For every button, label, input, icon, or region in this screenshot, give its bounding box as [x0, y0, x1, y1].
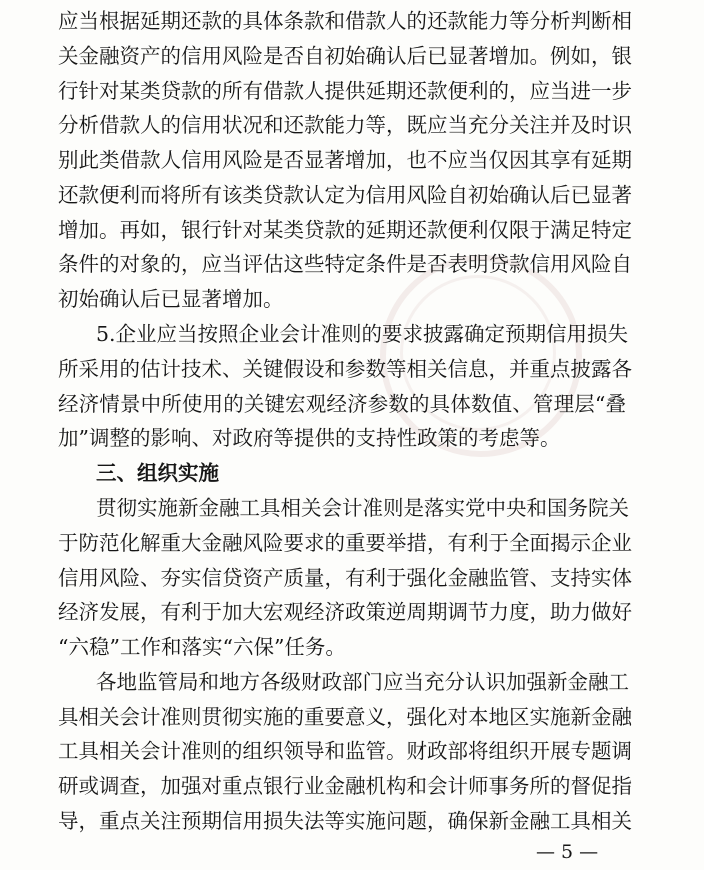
section3-p2-line: 导，重点关注预期信用损失法等实施问题，确保新金融工具相关	[58, 809, 632, 833]
item5-line: 经济情景中所使用的关键宏观经济参数的具体数值、管理层“叠	[58, 392, 626, 416]
section3-p2-line: 研或调查，加强对重点银行业金融机构和会计师事务所的督促指	[58, 774, 632, 798]
body-line: 关金融资产的信用风险是否自初始确认后已显著增加。例如，银	[58, 44, 632, 68]
section3-p1-line: “六稳”工作和落实“六保”任务。	[58, 635, 346, 659]
item5-line: 加”调整的影响、对政府等提供的支持性政策的考虑等。	[58, 426, 561, 450]
section-heading: 三、组织实施	[96, 461, 219, 485]
body-line: 应当根据延期还款的具体条款和借款人的还款能力等分析判断相	[58, 9, 632, 33]
body-line: 行针对某类贷款的所有借款人提供延期还款便利的，应当进一步	[58, 79, 632, 103]
section3-p2-line: 工具相关会计准则的组织领导和监管。财政部将组织开展专题调	[58, 739, 632, 763]
item5-line: 5.企业应当按照企业会计准则的要求披露确定预期信用损失	[96, 322, 629, 346]
section3-p2-line: 各地监管局和地方各级财政部门应当充分认识加强新金融工	[96, 670, 629, 694]
section3-p1-line: 于防范化解重大金融风险要求的重要举措，有利于全面揭示企业	[58, 531, 632, 555]
body-line: 还款便利而将所有该类贷款认定为信用风险自初始确认后已显著	[58, 183, 632, 207]
body-line: 增加。再如，银行针对某类贷款的延期还款便利仅限于满足特定	[58, 218, 632, 242]
page-number: — 5 —	[536, 841, 599, 863]
section3-p1-line: 经济发展，有利于加大宏观经济政策逆周期调节力度，助力做好	[58, 600, 632, 624]
body-line: 初始确认后已显著增加。	[58, 287, 284, 311]
section3-p1-line: 贯彻实施新金融工具相关会计准则是落实党中央和国务院关	[96, 496, 629, 520]
body-line: 分析借款人的信用状况和还款能力等，既应当充分关注并及时识	[58, 113, 632, 137]
item5-line: 所采用的估计技术、关键假设和参数等相关信息，并重点披露各	[58, 357, 632, 381]
section3-p2-line: 具相关会计准则贯彻实施的重要意义，强化对本地区实施新金融	[58, 705, 632, 729]
body-line: 别此类借款人信用风险是否显著增加，也不应当仅因其享有延期	[58, 148, 632, 172]
body-line: 条件的对象的，应当评估这些特定条件是否表明贷款信用风险自	[58, 252, 632, 276]
section3-p1-line: 信用风险、夯实信贷资产质量，有利于强化金融监管、支持实体	[58, 566, 632, 590]
